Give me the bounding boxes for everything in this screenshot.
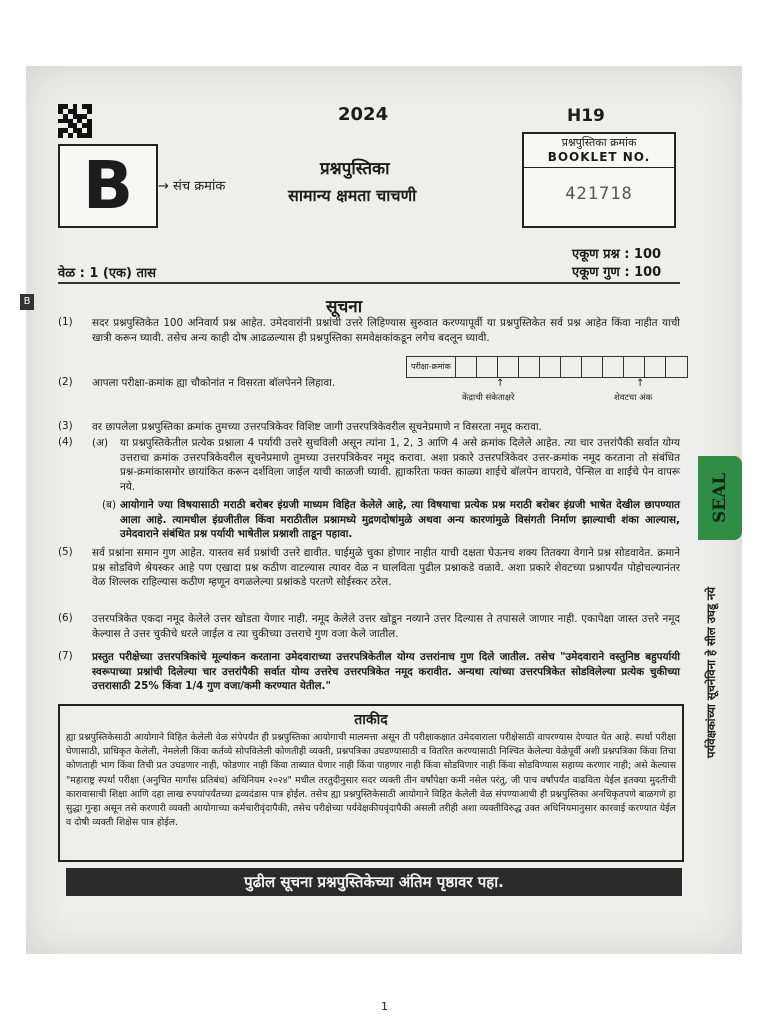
instructions-heading: सूचना <box>326 297 363 317</box>
instruction-7-number: (7) <box>58 650 73 662</box>
centre-code-caption: केंद्राची संकेताक्षरे <box>462 393 515 403</box>
exam-year: 2024 <box>338 104 389 125</box>
warning-box <box>58 704 684 862</box>
set-label: → संच क्रमांक <box>158 179 226 194</box>
booklet-number-box <box>522 132 676 228</box>
paper-code: H19 <box>567 106 605 126</box>
exam-time: वेळ : 1 (एक) तास <box>58 266 157 281</box>
booklet-label-english: BOOKLET NO. <box>547 150 651 164</box>
instruction-3-number: (3) <box>58 420 73 432</box>
warning-text: ह्या प्रश्नपुस्तिकेसाठी आयोगाने विहित केलेली वेळ संपेपर्यंत ही प्रश्नपुस्तिका आयोगाची मालमत्ता असून ती परीक्षाकक्षात उमेदवाराला परीक्षेसाठी वापरण्यास देण्यात येत आहे. स्पर्धा परीक्षा घेणासाठी, प्राधिकृत केलेली, नेमलेली किंवा कर्तव्ये सोपविलेली कोणतीही व्यक्ती, प्रश्नपत्रिका उघडण्यासाठी व वितरित करण्यासाठी निश्चित केलेल्या वेळेपूर्वी अशी प्रश्नपत्रिका किंवा तिचा कोणताही भाग किंवा तिची प्रत उघडणार नाही, फोडणार नाही किंवा ताब्यात घेणार नाही किंवा पाहणार नाही किंवा सोडविणार नाही किंवा सोडविण्यास सहाय्य करणार नाही; असे केल्यास "महाराष्ट्र स्पर्धा परीक्षा (अनुचित मार्गांस प्रतिबंध) अधिनियम २०२४" मधील तरतुदीनुसार सदर व्यक्ती तीन वर्षांपेक्षा कमी नसेल परंतु, जी पाच वर्षांपर्यंत वाढविता येईल इतक्या मुदतीची कारावासाची शिक्षा आणि दहा लाख रुपयांपर्यंतच्या द्रव्यदंडास पात्र होईल. तसेच ह्या प्रश्नपुस्तिकेसाठी आयोगाने विहित केलेली वेळ संपण्याआधी ही प्रश्नपुस्तिका अनधिकृतपणे बाळगणे हा सुद्धा गुन्हा असून तसे करणारी व्यक्ती आयोगाच्या कर्मचारीवृंदापैकी, तसेच परीक्षेच्या पर्यवेक्षकीयवृंदापैकी असली तरीही अशा व्यक्तीविरुद्ध उक्त अधिनियमानुसार कारवाई करण्यात येईल व दोषी व्यक्ती शिक्षेस पात्र होईल. <box>66 732 676 829</box>
roll-number-boxes <box>406 356 688 378</box>
last-digit-caption: शेवटचा अंक <box>614 393 653 403</box>
set-letter-box: B <box>58 144 158 228</box>
instruction-6-number: (6) <box>58 612 73 624</box>
instruction-1: सदर प्रश्नपुस्तिकेत 100 अनिवार्य प्रश्न आहेत. उमेदवारांनी प्रश्नांची उत्तरे लिहिण्यास सुरुवात करण्यापूर्वी या प्रश्नपुस्तिकेत सर्व प्रश्न आहेत किंवा नाहीत याची खात्री करून घ्यावी. तसेच अन्य काही दोष आढळल्यास ही प्रश्नपुस्तिका समवेक्षकांकडून लगेच बदलून घ्यावी. <box>92 317 680 344</box>
instruction-1-number: (1) <box>58 316 73 328</box>
qr-code-icon <box>58 104 92 138</box>
instruction-5-number: (5) <box>58 546 73 558</box>
booklet-title: प्रश्नपुस्तिका <box>320 159 390 179</box>
roll-number-cells <box>456 357 666 377</box>
instruction-2: आपला परीक्षा-क्रमांक ह्या चौकोनांत न विसरता बॉलपेनने लिहावा. <box>92 377 336 389</box>
booklet-number-header <box>524 134 674 168</box>
side-set-tab: B <box>20 294 34 310</box>
seal-tab: SEAL <box>698 456 742 540</box>
footer-banner: पुढील सूचना प्रश्नपुस्तिकेच्या अंतिम पृष्ठावर पहा. <box>66 868 682 896</box>
roll-number-label: परीक्षा-क्रमांक <box>407 357 456 377</box>
page-number: 1 <box>381 1000 388 1013</box>
header-divider <box>58 282 680 284</box>
instruction-6: उत्तरपत्रिकेत एकदा नमूद केलेले उत्तर खोडता येणार नाही. नमूद केलेले उत्तर खोडून नव्याने उत्तर दिल्यास ते तपासले जाणार नाही. एकापेक्षा जास्त उत्तरे नमूद केल्यास ते उत्तर चुकीचे धरले जाईल व त्या चुकीच्या उत्तराचे गुण वजा केले जातील. <box>92 613 680 640</box>
booklet-label-marathi: प्रश्नपुस्तिका क्रमांक <box>561 136 637 149</box>
total-questions: एकूण प्रश्न : 100 <box>572 247 662 262</box>
booklet-number: 421718 <box>565 184 633 204</box>
seal-warning-vertical: पर्यवेक्षकांच्या सूचनेविना हे सील उघडू नये <box>704 586 718 758</box>
instruction-4a: या प्रश्नपुस्तिकेतील प्रत्येक प्रश्नाला 4 पर्यायी उत्तरे सुचविली असून त्यांना 1, 2, 3 आणि 4 असे क्रमांक दिलेले आहेत. त्या चार उत्तरांपैकी सर्वात योग्य उत्तराचा क्रमांक उत्तरपत्रिकेवरील सूचनेप्रमाणे तुमच्या उत्तरपत्रिकेवर नमूद करावा. अशा प्रकारे उत्तरपत्रिकेवर उत्तर-क्रमांक नमूद करताना तो संबंधित प्रश्न-क्रमांकासमोर छायांकित करून दर्शविला जाईल याची काळजी घ्यावी. ह्याकरिता फक्त काळ्या शाईचे बॉलपेन वापरावे, पेन्सिल वा शाईचे पेन वापरू नये. <box>120 437 680 493</box>
question-booklet-page <box>23 66 742 954</box>
total-marks: एकूण गुण : 100 <box>572 265 662 280</box>
arrow-up-icon: ↑ <box>496 378 505 389</box>
instruction-4-number: (4) <box>58 436 73 448</box>
instruction-4b-label: (ब) <box>102 499 117 511</box>
instruction-3: वर छापलेला प्रश्नपुस्तिका क्रमांक तुमच्या उत्तरपत्रिकेवर विशिष्ट जागी उत्तरपत्रिकेवरील सूचनेप्रमाणे न विसरता नमूद करावा. <box>92 421 542 433</box>
instruction-4a-label: (अ) <box>92 437 109 449</box>
instruction-2-number: (2) <box>58 376 73 388</box>
warning-heading: ताकीद <box>354 712 388 728</box>
instruction-7: प्रस्तुत परीक्षेच्या उत्तरपत्रिकांचे मूल्यांकन करताना उमेदवाराच्या उत्तरपत्रिकेतील योग्य उत्तरांनाच गुण दिले जातील. तसेच "उमेदवाराने वस्तुनिष्ठ बहुपर्यायी स्वरूपाच्या प्रश्नांची दिलेल्या चार उत्तरांपैकी सर्वात योग्य उत्तरेच उत्तरपत्रिकेत नमूद करावीत. अन्यथा त्यांच्या उत्तरपत्रिकेत सोडविलेल्या प्रत्येक चुकीच्या उत्तरासाठी 25% किंवा 1/4 गुण वजा/कमी करण्यात येतील." <box>92 651 680 693</box>
subject-title: सामान्य क्षमता चाचणी <box>288 186 417 205</box>
instruction-5: सर्व प्रश्नांना समान गुण आहेत. यास्तव सर्व प्रश्नांची उत्तरे द्यावीत. घाईमुळे चुका होणार नाहीत याची दक्षता घेऊनच शक्य तितक्या वेगाने प्रश्न सोडवावेत. क्रमाने प्रश्न सोडविणे श्रेयस्कर आहे पण एखादा प्रश्न कठीण वाटल्यास त्यावर वेळ न घालविता पुढील प्रश्नाकडे वळावे. अशा प्रकारे शेवटच्या प्रश्नापर्यंत पोहोचल्यानंतर वेळ शिल्लक राहिल्यास कठीण म्हणून वगळलेल्या प्रश्नांकडे परतणे सोईस्कर ठरेल. <box>92 547 680 589</box>
arrow-up-icon: ↑ <box>636 378 645 389</box>
instruction-4b: आयोगाने ज्या विषयासाठी मराठी बरोबर इंग्रजी माध्यम विहित केलेले आहे, त्या विषयाचा प्रत्येक प्रश्न मराठी बरोबर इंग्रजी भाषेत देखील छापण्यात आला आहे. त्यामधील इंग्रजीतील किंवा मराठीतील प्रश्नामध्ये मुद्रणदोषांमुळे अथवा अन्य कारणांमुळे विसंगती निर्माण झाल्याची शंका आल्यास, उमेदवाराने संबंधित प्रश्न पर्यायी भाषेतील प्रश्नाशी ताडून पहावा. <box>120 499 680 541</box>
